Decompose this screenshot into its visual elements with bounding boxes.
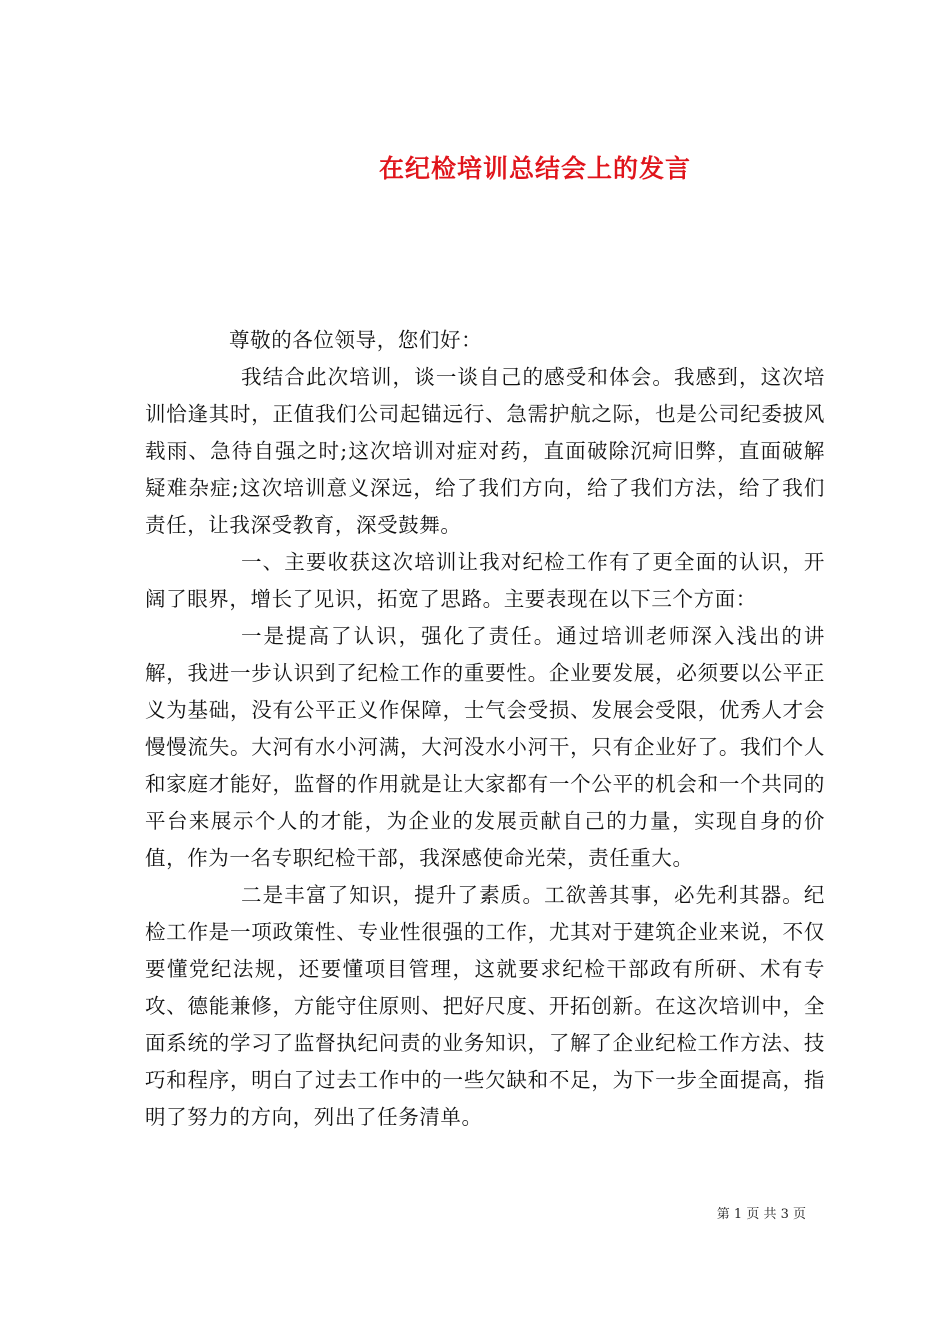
paragraph-intro: 我结合此次培训，谈一谈自己的感受和体会。我感到，这次培训恰逢其时，正值我们公司起锚远行、急需护航之际，也是公司纪委披风载雨、急待自强之时;这次培训对症对药，直面破除沉疴旧弊，直面破解疑难杂症;这次培训意义深远，给了我们方向，给了我们方法，给了我们责任，让我深受教育，深受鼓舞。 [145,365,825,537]
salutation: 尊敬的各位领导，您们好： [229,328,483,352]
paragraph-point-one: 一是提高了认识，强化了责任。通过培训老师深入浅出的讲解，我进一步认识到了纪检工作的重要性。企业要发展，必须要以公平正义为基础，没有公平正义作保障，士气会受损、发展会受限，优秀人才会慢慢流失。大河有水小河满，大河没水小河干，只有企业好了。我们个人和家庭才能好，监督的作用就是让大家都有一个公平的机会和一个共同的平台来展示个人的才能，为企业的发展贡献自己的力量，实现自身的价值，作为一名专职纪检干部，我深感使命光荣，责任重大。 [145,624,825,870]
paragraph-section-one: 一、主要收获这次培训让我对纪检工作有了更全面的认识，开阔了眼界，增长了见识，拓宽了思路。主要表现在以下三个方面： [145,550,825,611]
document-title: 在纪检培训总结会上的发言 [378,153,691,183]
page-indicator: 第 1 页 共 3 页 [716,1207,806,1222]
document-body [145,322,825,1136]
paragraph-point-two: 二是丰富了知识，提升了素质。工欲善其事，必先利其器。纪检工作是一项政策性、专业性很强的工作，尤其对于建筑企业来说，不仅要懂党纪法规，还要懂项目管理，这就要求纪检干部政有所研、术有专攻、德能兼修，方能守住原则、把好尺度、开拓创新。在这次培训中，全面系统的学习了监督执纪问责的业务知识，了解了企业纪检工作方法、技巧和程序，明白了过去工作中的一些欠缺和不足，为下一步全面提高，指明了努力的方向，列出了任务清单。 [145,883,825,1129]
